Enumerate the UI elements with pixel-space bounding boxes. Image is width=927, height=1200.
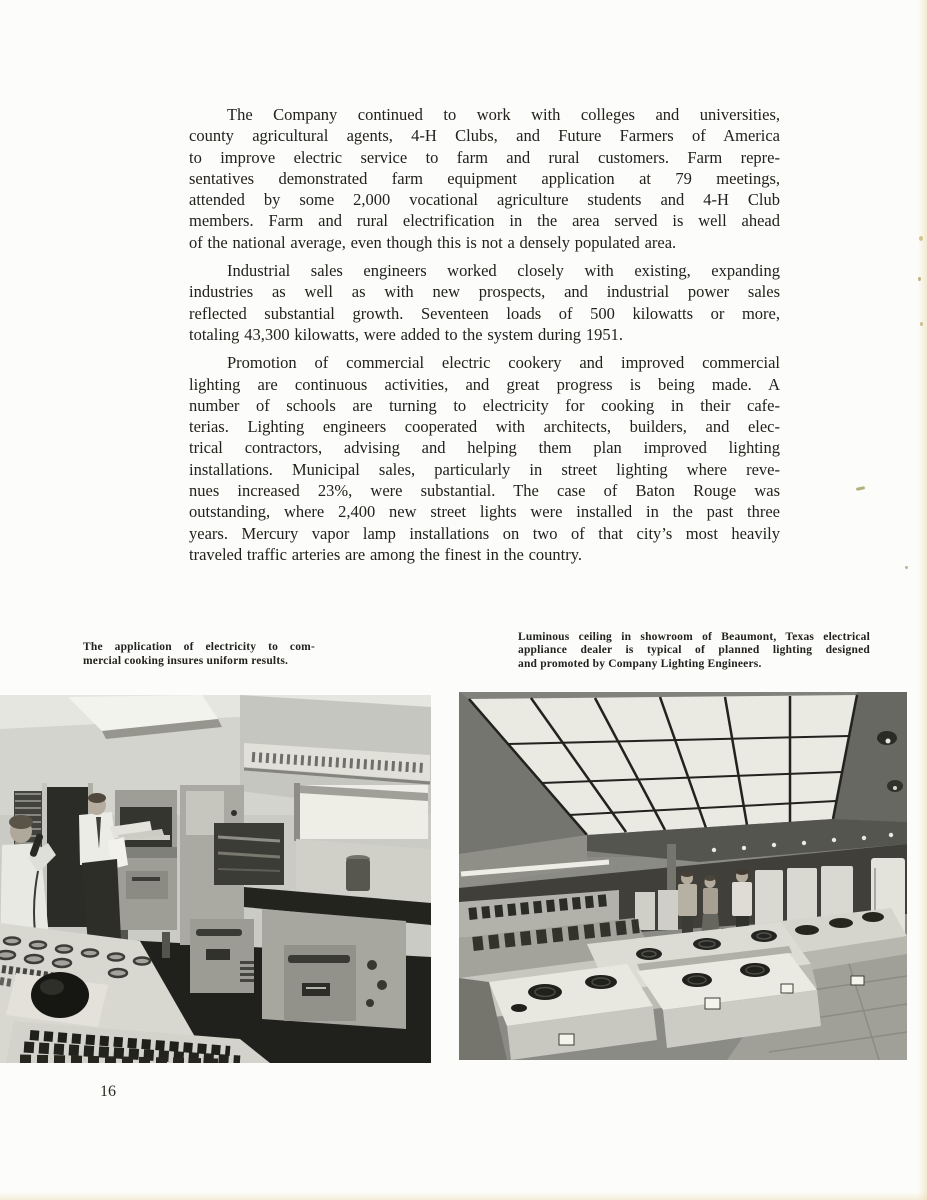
text-line: traveled traffic arteries are among the finest in the country.: [189, 544, 583, 564]
paper-speck: [919, 236, 923, 241]
text-line: reflected substantial growth. Seventeen loads of 500 kilowatts or more,: [189, 303, 780, 323]
paper-edge-bottom: [0, 1192, 927, 1200]
text-line: The Company continued to work with colleges and universities,: [227, 105, 780, 124]
photo-appliance-showroom: [459, 692, 907, 1060]
paper-speck: [856, 486, 865, 491]
text-line: totaling 43,300 kilowatts, were added to the system during 1951.: [189, 324, 623, 344]
text-line: sentatives demonstrated farm equipment application at 79 meetings,: [189, 168, 780, 188]
caption-line: appliance dealer is typical of planned lighting designed: [518, 644, 870, 657]
paragraph: [189, 104, 780, 253]
text-line: terias. Lighting engineers cooperated with architects, builders, and elec-: [189, 417, 780, 437]
text-line: number of schools are turning to electricity for cooking in their cafe-: [189, 395, 780, 415]
caption-kitchen-photo: [83, 640, 315, 668]
text-line: Promotion of commercial electric cookery and improved commercial: [227, 353, 780, 373]
text-line: installations. Municipal sales, particularly in street lighting where reve-: [189, 459, 780, 479]
page-number: 16: [100, 1083, 116, 1100]
text-line: members. Farm and rural electrification in the area served is well ahead: [189, 211, 780, 231]
body-text-block: [189, 104, 780, 565]
caption-showroom-photo: [518, 631, 870, 671]
paper-speck: [918, 277, 921, 281]
paragraph: [189, 352, 780, 565]
paper-edge-right: [918, 0, 927, 1200]
text-line: trical contractors, advising and helping them plan improved lighting: [189, 438, 780, 458]
showroom-photo-illustration: [459, 692, 907, 1060]
paragraph: [189, 260, 780, 345]
caption-line: The application of electricity to com-: [83, 641, 315, 653]
text-line: nues increased 23%, were substantial. The case of Baton Rouge was: [189, 481, 780, 501]
paper-speck: [920, 322, 923, 326]
caption-line: mercial cooking insures uniform results.: [83, 655, 289, 667]
text-line: attended by some 2,000 vocational agriculture students and 4-H Club: [189, 190, 780, 210]
text-line: years. Mercury vapor lamp installations on two of that city’s most heavily: [189, 523, 780, 543]
text-line: county agricultural agents, 4-H Clubs, and Future Farmers of America: [189, 126, 780, 146]
text-line: outstanding, where 2,400 new street lights were installed in the past three: [189, 502, 780, 522]
kitchen-photo-illustration: [0, 695, 431, 1063]
caption-line: Luminous ceiling in showroom of Beaumont, Texas electrical: [518, 631, 870, 643]
text-line: lighting are continuous activities, and great progress is being made. A: [189, 374, 780, 394]
paper-speck: [905, 566, 908, 569]
text-line: to improve electric service to farm and rural customers. Farm repre-: [189, 147, 780, 167]
text-line: industries as well as with new prospects, and industrial power sales: [189, 282, 780, 302]
photo-commercial-kitchen: [0, 695, 431, 1063]
text-line: of the national average, even though this is not a densely populated area.: [189, 232, 677, 252]
caption-line: and promoted by Company Lighting Engineers.: [518, 657, 762, 670]
text-line: Industrial sales engineers worked closely with existing, expanding: [227, 261, 780, 281]
